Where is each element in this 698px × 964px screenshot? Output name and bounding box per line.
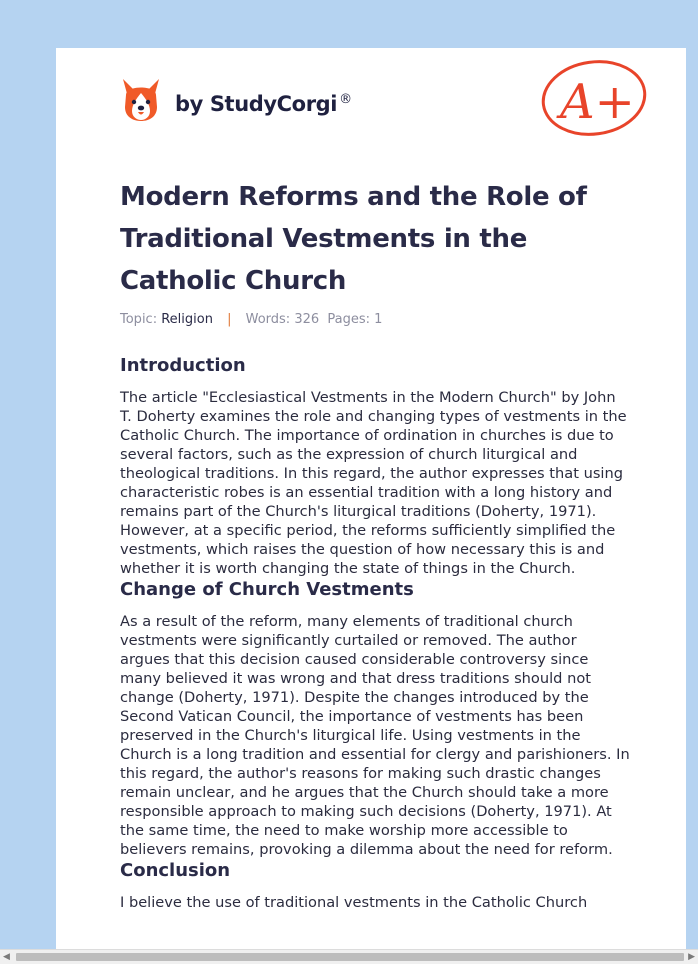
arrow-right-icon[interactable]: ▶	[688, 952, 695, 962]
scrollbar-thumb[interactable]	[16, 953, 684, 961]
document-meta	[120, 312, 382, 327]
section-heading: Conclusion	[120, 860, 231, 881]
corgi-logo-icon	[121, 77, 161, 123]
section-heading: Change of Church Vestments	[120, 579, 414, 600]
document-page	[56, 48, 686, 951]
meta-separator: |	[227, 312, 232, 327]
page-count: Pages: 1	[327, 312, 383, 327]
brand-name: by StudyCorgi ®	[175, 92, 352, 116]
studycorgi-logo[interactable]	[121, 76, 352, 124]
page-title: Modern Reforms and the Role of Traditional Vestments in the Catholic Church	[120, 182, 587, 296]
word-count: Words: 326	[245, 312, 320, 327]
section-heading: Introduction	[120, 355, 246, 376]
arrow-left-icon[interactable]: ◀	[3, 952, 10, 962]
a-plus-icon	[538, 58, 648, 138]
section-paragraph: I believe the use of traditional vestments in the Catholic Church	[120, 894, 588, 911]
document-content	[120, 354, 630, 912]
svg-text:A+: A+	[560, 74, 635, 130]
section-paragraph: As a result of the reform, many elements of traditional church vestments were significantly curtailed or removed. The author argues that this decision caused considerable controversy since many believed it was wrong and that dress traditions should not change (Doherty, 1971). Despite the changes introduced by the Second Vatican Council, the importance of vestments has been preserved in the Church's liturgical life. Using vestments in the Church is a long tradition and essential for clergy and parishioners. In this regard, the author's reasons for making such drastic changes remain unclear, and he argues that the Church should take a more responsible approach to making such decisions (Doherty, 1971). At the same time, the need to make worship more accessible to believers remains, provoking a dilemma about the need for reform.	[120, 613, 630, 858]
topic-link[interactable]: Religion	[161, 312, 213, 327]
section-paragraph: The article "Ecclesiastical Vestments in the Modern Church" by John T. Doherty examines the role and changing types of vestments in the Catholic Church. The importance of ordination in churches is due to several factors, such as the expression of church liturgical and theological traditions. In this regard, the author expresses that using characteristic robes is an essential tradition with a long history and remains part of the Church's liturgical traditions (Doherty, 1971). However, at a specific period, the reforms sufficiently simplified the vestments, which raises the question of how necessary this is and whether it is worth changing the state of things in the Church.	[120, 389, 627, 577]
horizontal-scrollbar[interactable]	[0, 949, 698, 964]
topic-label: Topic:	[120, 312, 158, 327]
